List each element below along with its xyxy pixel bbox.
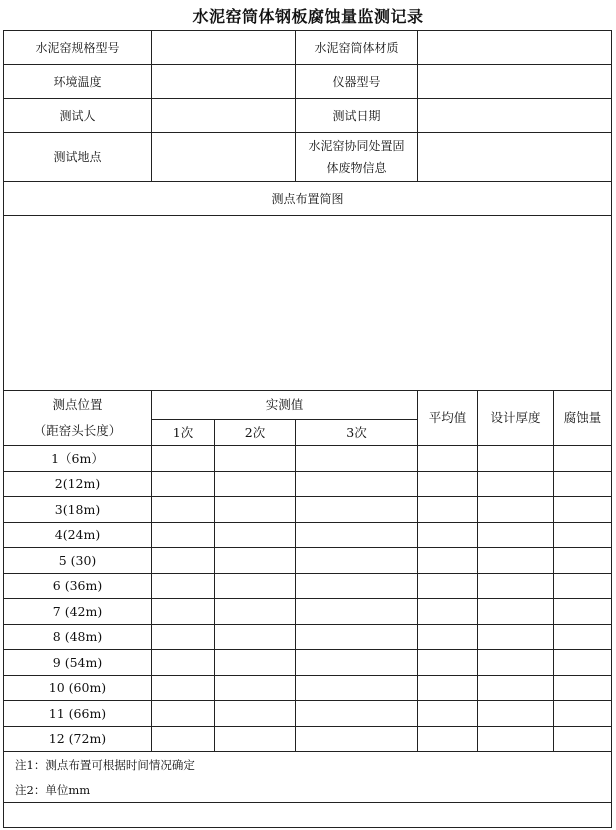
table-cell-measure-1[interactable]: [152, 523, 214, 549]
table-cell-measure-3[interactable]: [296, 625, 417, 651]
grid-line: [3, 700, 612, 701]
table-cell-measure-3[interactable]: [296, 472, 417, 498]
table-cell-average[interactable]: [418, 446, 477, 472]
table-cell-design-thickness[interactable]: [478, 727, 553, 753]
label-kiln-material: 水泥窑筒体材质: [314, 40, 399, 55]
table-cell-design-thickness[interactable]: [478, 701, 553, 727]
value-instrument-model[interactable]: [418, 65, 611, 98]
label-waste-info-line2: 体废物信息: [326, 161, 387, 175]
grid-line: [3, 751, 612, 752]
grid-line: [3, 547, 612, 548]
grid-line: [295, 419, 296, 752]
table-cell-measure-3[interactable]: [296, 523, 417, 549]
table-cell-average[interactable]: [418, 574, 477, 600]
table-cell-measure-2[interactable]: [215, 650, 295, 676]
grid-line: [477, 390, 478, 752]
table-row-position: 2(12m): [54, 476, 101, 492]
table-cell-corrosion[interactable]: [554, 472, 611, 498]
table-row-position: 9 (54m): [52, 654, 103, 670]
grid-line: [3, 30, 612, 31]
table-cell-corrosion[interactable]: [554, 523, 611, 549]
table-cell-design-thickness[interactable]: [478, 472, 553, 498]
table-cell-design-thickness[interactable]: [478, 523, 553, 549]
header-average: 平均值: [428, 410, 467, 425]
table-cell-measure-2[interactable]: [215, 676, 295, 702]
table-cell-measure-1[interactable]: [152, 650, 214, 676]
table-cell-measure-1[interactable]: [152, 446, 214, 472]
grid-line: [3, 802, 612, 803]
table-cell-measure-1[interactable]: [152, 548, 214, 574]
table-row-position: 4(24m): [54, 527, 101, 543]
table-cell-corrosion[interactable]: [554, 599, 611, 625]
table-cell-measure-3[interactable]: [296, 676, 417, 702]
form-title: 水泥窑筒体钢板腐蚀量监测记录: [192, 7, 424, 26]
table-cell-measure-2[interactable]: [215, 497, 295, 523]
label-test-location: 测试地点: [53, 150, 102, 164]
table-cell-corrosion[interactable]: [554, 727, 611, 753]
table-cell-measure-3[interactable]: [296, 701, 417, 727]
table-cell-measure-1[interactable]: [152, 497, 214, 523]
table-cell-measure-1[interactable]: [152, 701, 214, 727]
grid-line: [151, 419, 418, 420]
label-tester: 测试人: [59, 108, 96, 123]
value-kiln-spec[interactable]: [152, 31, 295, 64]
grid-line: [3, 98, 612, 99]
label-waste-info: [296, 133, 417, 181]
grid-line: [417, 30, 418, 182]
value-ambient-temperature[interactable]: [152, 65, 295, 98]
grid-line: [3, 675, 612, 676]
note-2: 注2：单位mm: [15, 782, 91, 797]
grid-line: [151, 30, 152, 182]
value-test-date[interactable]: [418, 99, 611, 132]
value-kiln-material[interactable]: [418, 31, 611, 64]
table-cell-measure-2[interactable]: [215, 599, 295, 625]
table-cell-measure-3[interactable]: [296, 548, 417, 574]
table-cell-measure-1[interactable]: [152, 599, 214, 625]
table-cell-measure-3[interactable]: [296, 599, 417, 625]
table-cell-measure-1[interactable]: [152, 625, 214, 651]
table-row-position: 1（6m）: [51, 450, 104, 466]
table-row-position: 7 (42m): [52, 603, 103, 619]
table-cell-measure-3[interactable]: [296, 727, 417, 753]
table-cell-measure-2[interactable]: [215, 548, 295, 574]
grid-line: [553, 390, 554, 752]
table-cell-average[interactable]: [418, 625, 477, 651]
table-cell-measure-2[interactable]: [215, 727, 295, 753]
diagram-label: 测点布置简图: [271, 191, 344, 206]
grid-line: [151, 390, 152, 752]
table-cell-corrosion[interactable]: [554, 625, 611, 651]
table-cell-average[interactable]: [418, 548, 477, 574]
table-row-position: 10 (60m): [48, 680, 107, 696]
table-cell-corrosion[interactable]: [554, 548, 611, 574]
label-test-date: 测试日期: [332, 108, 381, 123]
grid-line: [3, 598, 612, 599]
table-cell-corrosion[interactable]: [554, 676, 611, 702]
grid-line: [295, 30, 296, 182]
grid-line: [3, 30, 4, 828]
header-position: [4, 391, 151, 445]
table-cell-measure-3[interactable]: [296, 574, 417, 600]
diagram-area[interactable]: [4, 216, 611, 389]
grid-line: [3, 522, 612, 523]
header-measure-3: 3次: [346, 424, 367, 440]
table-row-position: 3(18m): [54, 501, 101, 517]
header-corrosion: 腐蚀量: [563, 410, 602, 425]
table-cell-measure-2[interactable]: [215, 625, 295, 651]
value-waste-info[interactable]: [418, 133, 611, 181]
table-cell-measure-1[interactable]: [152, 727, 214, 753]
table-cell-measure-1[interactable]: [152, 676, 214, 702]
table-cell-measure-2[interactable]: [215, 472, 295, 498]
header-position-line1: 测点位置: [52, 397, 103, 412]
grid-line: [3, 471, 612, 472]
grid-line: [3, 132, 612, 133]
table-cell-measure-3[interactable]: [296, 446, 417, 472]
table-cell-corrosion[interactable]: [554, 574, 611, 600]
table-cell-measure-3[interactable]: [296, 497, 417, 523]
table-cell-corrosion[interactable]: [554, 446, 611, 472]
note-1: 注1：测点布置可根据时间情况确定: [15, 757, 195, 772]
value-test-location[interactable]: [152, 133, 295, 181]
grid-line: [3, 215, 612, 216]
table-cell-design-thickness[interactable]: [478, 548, 553, 574]
table-cell-design-thickness[interactable]: [478, 497, 553, 523]
header-measure-2: 2次: [244, 424, 266, 440]
table-row-position: 8 (48m): [52, 629, 103, 645]
grid-line: [3, 827, 612, 828]
notes-extra-row[interactable]: [4, 803, 611, 826]
table-cell-corrosion[interactable]: [554, 701, 611, 727]
table-cell-average[interactable]: [418, 727, 477, 753]
table-cell-design-thickness[interactable]: [478, 676, 553, 702]
table-cell-design-thickness[interactable]: [478, 446, 553, 472]
grid-line: [3, 573, 612, 574]
header-measure-1: 1次: [172, 424, 194, 440]
table-row-position: 11 (66m): [48, 705, 107, 721]
table-cell-design-thickness[interactable]: [478, 574, 553, 600]
label-waste-info-line1: 水泥窑协同处置固: [308, 139, 405, 153]
grid-line: [611, 30, 612, 828]
header-design-thickness: 设计厚度: [490, 410, 541, 425]
table-cell-average[interactable]: [418, 599, 477, 625]
table-cell-average[interactable]: [418, 497, 477, 523]
label-ambient-temperature: 环境温度: [53, 74, 102, 89]
grid-line: [3, 726, 612, 727]
table-cell-design-thickness[interactable]: [478, 650, 553, 676]
grid-line: [3, 649, 612, 650]
header-position-line2: （距窑头长度）: [33, 423, 122, 438]
table-cell-corrosion[interactable]: [554, 497, 611, 523]
grid-line: [3, 496, 612, 497]
table-row-position: 6 (36m): [52, 578, 103, 594]
grid-line: [417, 390, 418, 752]
label-instrument-model: 仪器型号: [332, 74, 381, 89]
grid-line: [3, 624, 612, 625]
table-cell-corrosion[interactable]: [554, 650, 611, 676]
table-cell-measure-2[interactable]: [215, 446, 295, 472]
label-kiln-spec: 水泥窑规格型号: [35, 40, 120, 55]
table-row-position: 12 (72m): [48, 731, 107, 747]
grid-line: [3, 64, 612, 65]
table-cell-average[interactable]: [418, 701, 477, 727]
value-tester[interactable]: [152, 99, 295, 132]
table-cell-measure-3[interactable]: [296, 650, 417, 676]
table-cell-average[interactable]: [418, 676, 477, 702]
table-cell-measure-2[interactable]: [215, 574, 295, 600]
table-cell-measure-2[interactable]: [215, 523, 295, 549]
table-cell-measure-2[interactable]: [215, 701, 295, 727]
grid-line: [3, 445, 612, 446]
table-cell-design-thickness[interactable]: [478, 625, 553, 651]
grid-line: [3, 390, 612, 391]
table-cell-measure-1[interactable]: [152, 472, 214, 498]
grid-line: [3, 181, 612, 182]
table-cell-design-thickness[interactable]: [478, 599, 553, 625]
table-cell-average[interactable]: [418, 472, 477, 498]
table-cell-average[interactable]: [418, 523, 477, 549]
grid-line: [214, 419, 215, 752]
table-cell-measure-1[interactable]: [152, 574, 214, 600]
table-row-position: 5 (30): [58, 552, 97, 568]
table-cell-average[interactable]: [418, 650, 477, 676]
header-measured: 实测值: [265, 397, 304, 412]
